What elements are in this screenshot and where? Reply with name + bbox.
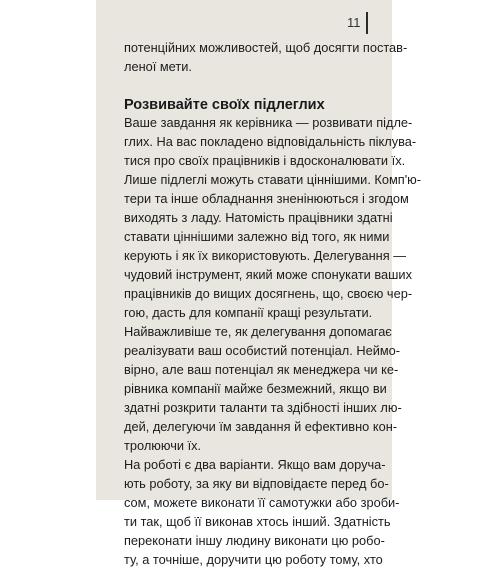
text-line: сом, можете виконати її самотужки або зроби- bbox=[124, 495, 400, 510]
text-line: ту, а точніше, доручити цю роботу тому, хто bbox=[124, 552, 383, 567]
text-line: глих. На вас покладено відповідальність піклува- bbox=[124, 134, 417, 149]
text-line: Лише підлеглі можуть ставати ціннішими. Комп'ю- bbox=[124, 172, 422, 187]
text-line: рівника компанії майже безмежний, якщо ви bbox=[124, 381, 387, 396]
text-line: потенційних можливостей, щоб досягти постав- bbox=[124, 40, 408, 55]
text-line: гою, дасть для компанії кращі результати. bbox=[124, 305, 373, 320]
section-heading: Розвивайте своїх підлеглих bbox=[124, 97, 325, 113]
text-line: тися про своїх працівників і вдосконалювати їх. bbox=[124, 153, 406, 168]
text-line: працівників до вищих досягнень, що, своєю чер- bbox=[124, 286, 413, 301]
text-line: ють роботу, за яку ви відповідаєте перед бо- bbox=[124, 476, 389, 491]
page-number: 11 bbox=[347, 15, 361, 30]
text-line: виходять з ладу. Натомість працівники здатні bbox=[124, 210, 393, 225]
text-line: Ваше завдання як керівника — розвивати підле- bbox=[124, 115, 413, 130]
text-line: тролюючи їх. bbox=[124, 438, 202, 453]
book-page bbox=[96, 0, 422, 500]
text-line: Найважливіше те, як делегування допомагає bbox=[124, 324, 392, 339]
text-line: керують і як їх використовують. Делегування — bbox=[124, 248, 406, 263]
text-line: ставати ціннішими залежно від того, як ними bbox=[124, 229, 390, 244]
text-line: тери та інше обладнання зненінюються і згодом bbox=[124, 191, 409, 206]
text-line: дей, делегуючи їм завдання й ефективно кон- bbox=[124, 419, 398, 434]
text-line: чудовий інструмент, який може спонукати ваших bbox=[124, 267, 412, 282]
text-line: леної мети. bbox=[124, 59, 192, 74]
text-line: переконати іншу людину виконати цю робо- bbox=[124, 533, 385, 548]
text-line: вірно, але ваш потенціал як менеджера чи ке- bbox=[124, 362, 399, 377]
text-line: ти так, щоб її виконав хтось інший. Здатність bbox=[124, 514, 391, 529]
text-line: реалізувати ваш особистий потенціал. Неймо- bbox=[124, 343, 401, 358]
header-rule bbox=[366, 12, 368, 34]
text-line: здатні розкрити таланти та здібності інших лю- bbox=[124, 400, 402, 415]
text-line: На роботі є два варіанти. Якщо вам доруча- bbox=[124, 457, 386, 472]
